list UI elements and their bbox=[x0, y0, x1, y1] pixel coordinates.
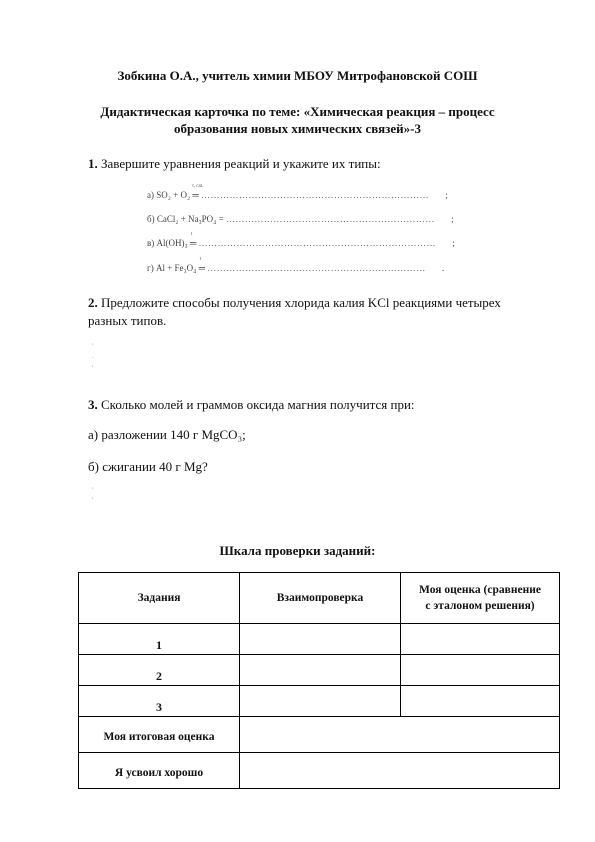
equation-d-formula: Al + Fe₃O₄ bbox=[155, 263, 197, 273]
final-grade-cell[interactable] bbox=[240, 717, 560, 753]
header-peer-review: Взаимопроверка bbox=[240, 573, 401, 624]
row-task-number: 1 bbox=[79, 624, 240, 655]
equation-a: а) SO₂ + O₂ t, cat. ═ ……………………………………………………………… ; bbox=[147, 184, 448, 200]
task3-number: 3. bbox=[88, 397, 98, 412]
table-row bbox=[79, 624, 560, 655]
task1-text: Завершите уравнения реакций и укажите их типы: bbox=[101, 156, 381, 171]
self-cell[interactable] bbox=[401, 655, 560, 686]
self-cell[interactable] bbox=[401, 624, 560, 655]
equation-d-sign: ═ bbox=[198, 263, 205, 273]
equation-c-sign: ═ bbox=[189, 238, 197, 248]
header-self-grade-line2: с эталоном решения) bbox=[425, 600, 535, 612]
task1-heading bbox=[88, 156, 381, 172]
equation-c-formula: Al(OH)₃ bbox=[156, 238, 188, 248]
task2-number: 2. bbox=[88, 295, 98, 310]
task3-item-b: б) сжигании 40 г Mg? bbox=[88, 459, 208, 474]
row-task-number: 3 bbox=[79, 686, 240, 717]
equation-d: г) Al + Fe₃O₄ t ═ …………………………………………………………… . bbox=[147, 257, 445, 273]
bullet-mark: , bbox=[92, 484, 94, 490]
task2-text: Предложите способы получения хлорида калия KCl реакциями четырех bbox=[101, 295, 501, 310]
equation-b-formula: CaCl₂ + Na₃PO₄ = bbox=[156, 214, 224, 224]
card-title-line1: Дидактическая карточка по теме: «Химическая реакция – процесс bbox=[100, 104, 495, 119]
equation-a-label: а) bbox=[147, 190, 154, 200]
equation-d-condition: t bbox=[199, 257, 201, 262]
peer-cell[interactable] bbox=[240, 686, 401, 717]
table-row-final bbox=[79, 717, 560, 753]
final-grade-label: Моя итоговая оценка bbox=[79, 717, 240, 753]
equation-a-end: ; bbox=[445, 190, 448, 200]
equation-a-formula: SO₂ + O₂ bbox=[156, 190, 191, 200]
task3-heading bbox=[88, 397, 415, 413]
equation-d-label: г) bbox=[147, 263, 154, 273]
task1-number: 1. bbox=[88, 156, 98, 171]
grading-table bbox=[78, 572, 560, 789]
card-title-line2: образования новых химических связей»-3 bbox=[174, 121, 421, 136]
row-task-number: 2 bbox=[79, 655, 240, 686]
peer-cell[interactable] bbox=[240, 655, 401, 686]
bullet-mark: , bbox=[92, 362, 94, 368]
learned-well-cell[interactable] bbox=[240, 753, 560, 789]
grading-title: Шкала проверки заданий: bbox=[219, 543, 376, 558]
learned-well-label: Я усвоил хорошо bbox=[79, 753, 240, 789]
peer-cell[interactable] bbox=[240, 624, 401, 655]
equation-c: в) Al(OH)₃ t ═ ………………………………………………………………… ; bbox=[147, 232, 455, 248]
table-row bbox=[79, 655, 560, 686]
equation-a-condition: t, cat. bbox=[192, 184, 204, 189]
header-tasks: Задания bbox=[79, 573, 240, 624]
self-cell[interactable] bbox=[401, 686, 560, 717]
header-self-grade bbox=[401, 573, 560, 624]
table-row bbox=[79, 686, 560, 717]
equation-b-label: б) bbox=[147, 214, 155, 224]
author-line: Зобкина О.А., учитель химии МБОУ Митрофановской СОШ bbox=[117, 68, 478, 83]
equation-d-end: . bbox=[441, 263, 445, 273]
task3-text: Сколько молей и граммов оксида магния получится при: bbox=[101, 397, 415, 412]
equation-a-sign: ═ bbox=[192, 190, 199, 200]
task2-line1 bbox=[88, 295, 501, 311]
equation-b-end: ; bbox=[451, 214, 454, 224]
bullet-mark: , bbox=[92, 494, 94, 500]
equation-c-condition: t bbox=[190, 232, 193, 237]
bullet-mark: , bbox=[92, 340, 94, 346]
table-header-row bbox=[79, 573, 560, 624]
equation-b: б) CaCl₂ + Na₃PO₄ = ………………………………………………………… ; bbox=[147, 214, 454, 224]
table-row-learned bbox=[79, 753, 560, 789]
task2-line2: разных типов. bbox=[88, 313, 167, 328]
equation-c-end: ; bbox=[452, 238, 455, 248]
task3-item-a: а) разложении 140 г MgCO₃; bbox=[88, 427, 246, 442]
bullet-mark: . bbox=[92, 354, 94, 360]
equation-c-label: в) bbox=[147, 238, 155, 248]
header-self-grade-line1: Моя оценка (сравнение bbox=[419, 584, 541, 596]
